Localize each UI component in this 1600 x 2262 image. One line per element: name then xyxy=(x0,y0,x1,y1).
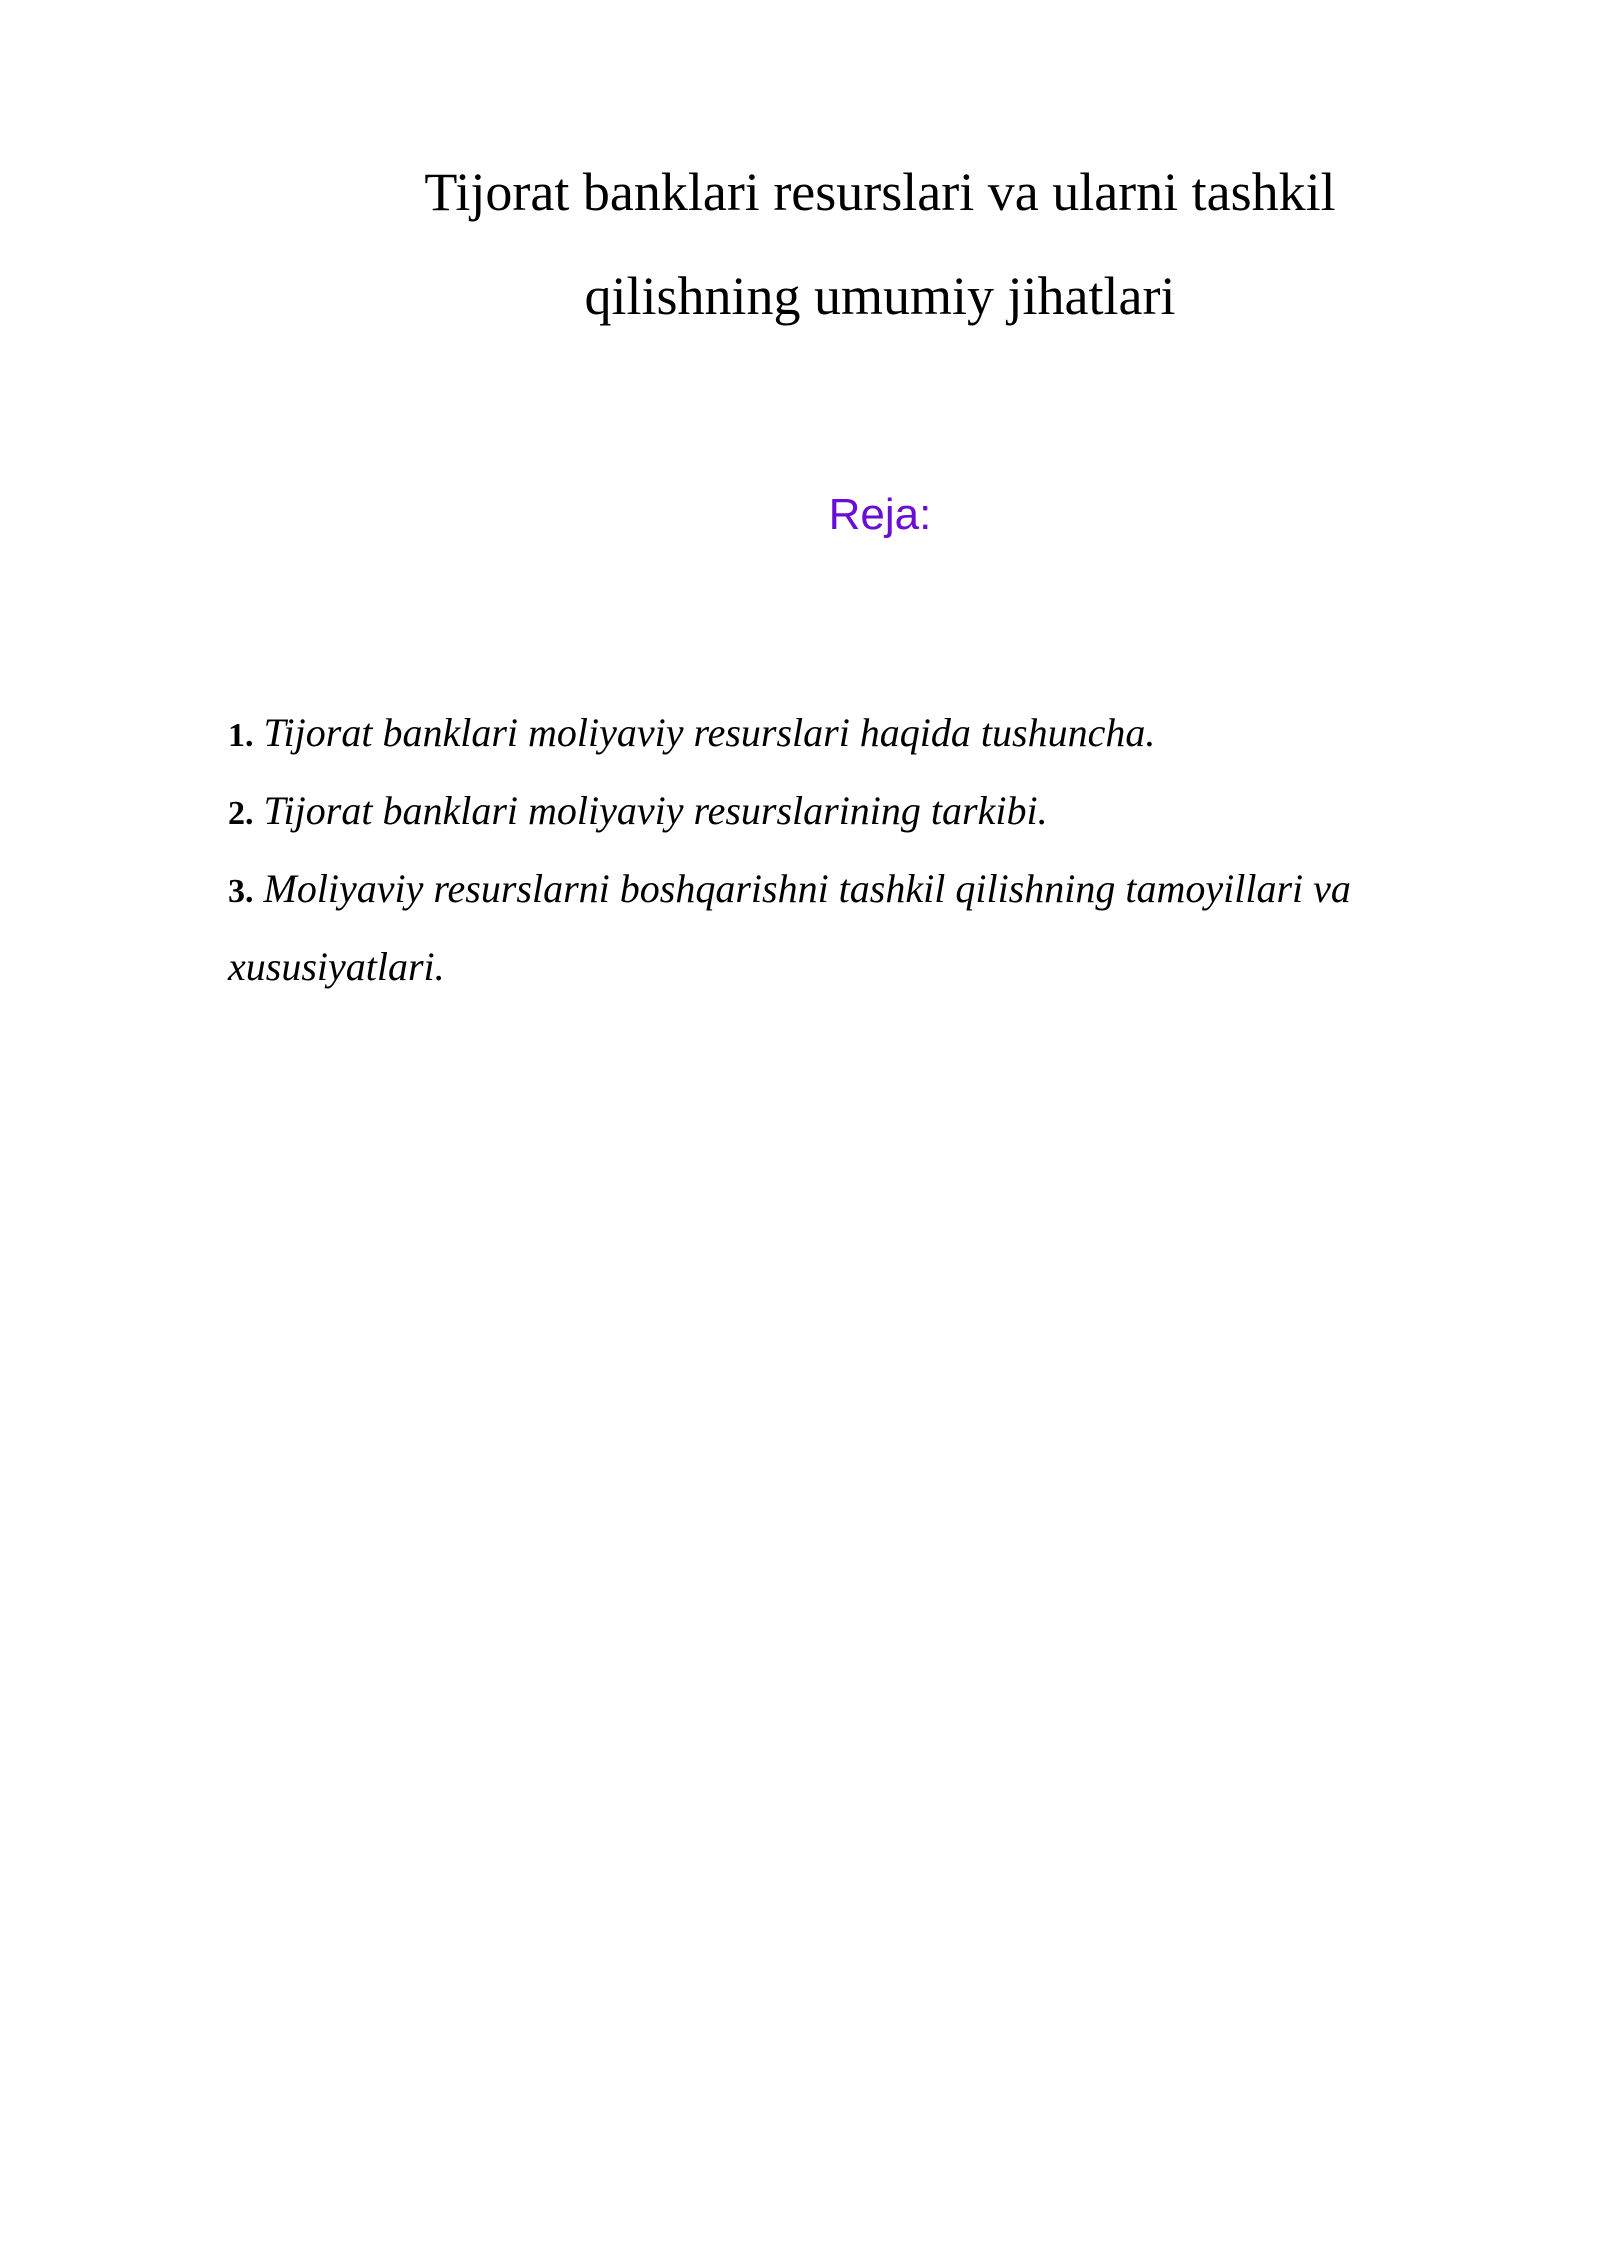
plan-item-text: Moliyaviy resurslarni boshqarishni tashkil qilishning tamoyillari va xususiyatlari. xyxy=(228,866,1351,989)
document-title-line-1: Tijorat banklari resurslari va ularni tashkil xyxy=(424,162,1336,222)
plan-item-number: 1. xyxy=(228,717,254,754)
document-title xyxy=(230,140,1530,348)
plan-item-text: Tijorat banklari moliyaviy resurslarining tarkibi. xyxy=(263,788,1048,833)
plan-list xyxy=(228,695,1468,1004)
plan-item xyxy=(228,773,1468,851)
plan-item xyxy=(228,695,1468,773)
plan-item-text: Tijorat banklari moliyaviy resurslari haqida tushuncha. xyxy=(263,710,1156,755)
plan-heading: Reja: xyxy=(828,490,932,539)
document-title-line-2: qilishning umumiy jihatlari xyxy=(584,266,1176,326)
plan-item-number: 3. xyxy=(228,873,254,910)
plan-item-number: 2. xyxy=(228,795,254,832)
plan-item xyxy=(228,851,1468,1004)
